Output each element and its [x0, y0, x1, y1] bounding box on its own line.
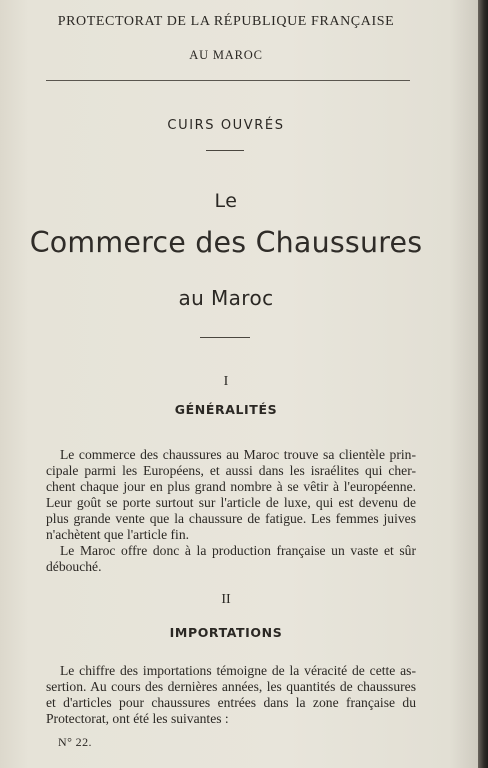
- section-heading-importations: IMPORTATIONS: [169, 625, 283, 640]
- section-numeral-2: II: [221, 592, 231, 607]
- text-line: sertion. Au cours des dernières années, les quantités de chaussures: [46, 679, 416, 694]
- section-heading-generalites: GÉNÉRALITÉS: [174, 402, 278, 417]
- text-line: Le commerce des chaussures au Maroc trouve sa clientèle prin-: [60, 447, 416, 462]
- text-line: Leur goût se porte surtout sur l'article de luxe, qui est devenu de: [46, 495, 416, 510]
- text-line: et d'articles pour chaussures entrées dans la zone française du: [46, 695, 416, 710]
- title-divider: [200, 337, 250, 338]
- section-numeral-1: I: [223, 374, 229, 389]
- page-title: Commerce des Chaussures: [29, 226, 423, 259]
- text-line: Protectorat, ont été les suivantes :: [46, 711, 229, 726]
- text-line: n'achètent que l'article fin.: [46, 527, 190, 542]
- paragraph-importations: [46, 663, 416, 727]
- header-divider: [46, 80, 410, 81]
- text-line: débouché.: [46, 559, 102, 574]
- paragraph-generalites: [46, 447, 416, 575]
- text-line: Le chiffre des importations témoigne de la véracité de cette as-: [60, 663, 416, 678]
- page-number-note: N° 22.: [58, 735, 92, 749]
- text-line: chent chaque jour en plus grand nombre à se vêtir à l'européenne.: [46, 479, 416, 494]
- section-divider: [206, 150, 244, 151]
- title-article: Le: [214, 190, 238, 212]
- header-line-1: PROTECTORAT DE LA RÉPUBLIQUE FRANÇAISE: [57, 14, 395, 29]
- page-edge: [478, 0, 488, 768]
- text-line: cipale parmi les Européens, et aussi dans les israélites qui cher-: [46, 463, 416, 478]
- section-label: CUIRS OUVRÉS: [167, 118, 285, 133]
- header-line-2: AU MAROC: [189, 48, 263, 62]
- text-line: Le Maroc offre donc à la production française un vaste et sûr: [60, 543, 416, 558]
- text-line: plus grande vente que la chaussure de fatigue. Les femmes juives: [46, 511, 416, 526]
- page-subtitle: au Maroc: [178, 286, 274, 310]
